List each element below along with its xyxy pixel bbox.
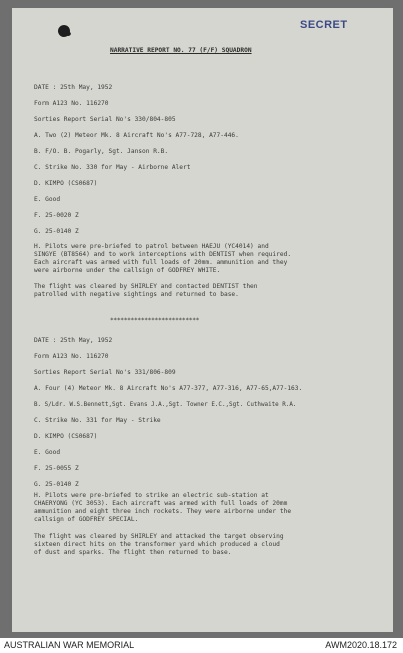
s1-paragraph-2 (34, 283, 352, 299)
s2-paragraph-2 (34, 533, 352, 557)
s2-form: Form A123 No. 116270 (34, 353, 109, 360)
archive-footer (0, 638, 403, 653)
s1-h-line: H. Pilots were pre-briefed to patrol between HAEJU (YC4014) and (34, 243, 269, 250)
s2-p2-line: The flight was cleared by SHIRLEY and attacked the target observing (34, 533, 284, 540)
s2-item-f: F. 25-0055 Z (34, 465, 79, 472)
s1-h-line: Each aircraft was armed with full loads of 20mm. ammunition and they (34, 259, 288, 266)
s1-item-h (34, 243, 352, 275)
s2-h-line: H. Pilots were pre-briefed to strike an electric sub-station at (34, 492, 269, 499)
s1-sorties: Sorties Report Serial No's 330/804-805 (34, 116, 176, 123)
s1-item-g: G. 25-0140 Z (34, 228, 79, 235)
s1-item-e: E. Good (34, 196, 61, 203)
s1-item-a: A. Two (2) Meteor Mk. 8 Aircraft No's A77-728, A77-446. (34, 132, 239, 139)
s1-p2-line: patrolled with negative sightings and returned to base. (34, 291, 239, 298)
s1-h-line: SINGYE (BT8564) and to work interceptions with DENTIST when required. (34, 251, 292, 258)
s1-date: DATE : 25th May, 1952 (34, 84, 113, 91)
footer-accession-number: AWM2020.18.172 (325, 640, 397, 650)
s2-item-g: G. 25-0140 Z (34, 481, 79, 488)
s2-item-a: A. Four (4) Meteor Mk. 8 Aircraft No's A77-377, A77-316, A77-65,A77-163. (34, 385, 303, 392)
secret-stamp: SECRET (300, 19, 348, 31)
s1-item-d: D. KIMPO (CS0687) (34, 180, 98, 187)
s2-sorties: Sorties Report Serial No's 331/806-809 (34, 369, 176, 376)
s2-h-line: CHAERYONG (YC 3053). Each aircraft was armed with full loads of 20mm (34, 500, 288, 507)
s2-item-b: B. S/Ldr. W.S.Bennett,Sgt. Evans J.A.,Sgt. Towner E.C.,Sgt. Cuthwaite R.A. (34, 402, 297, 408)
s1-h-line: were airborne under the callsign of GODFREY WHITE. (34, 267, 221, 274)
s2-date: DATE : 25th May, 1952 (34, 337, 113, 344)
separator-stars: ************************** (110, 317, 200, 324)
s2-item-d: D. KIMPO (CS0687) (34, 433, 98, 440)
s1-item-c: C. Strike No. 330 for May - Airborne Alert (34, 164, 191, 171)
s2-p2-line: sixteen direct hits on the transformer yard which produced a cloud (34, 541, 280, 548)
s1-form: Form A123 No. 116270 (34, 100, 109, 107)
report-title: NARRATIVE REPORT NO. 77 (F/F) SQUADRON (110, 47, 252, 54)
s2-p2-line: of dust and sparks. The flight then returned to base. (34, 549, 232, 556)
s1-item-f: F. 25-0020 Z (34, 212, 79, 219)
s2-item-c: C. Strike No. 331 for May - Strike (34, 417, 161, 424)
s2-item-e: E. Good (34, 449, 61, 456)
s2-item-h (34, 492, 352, 524)
footer-institution: AUSTRALIAN WAR MEMORIAL (4, 640, 135, 650)
s1-item-b: B. F/O. B. Pogarly, Sgt. Janson R.B. (34, 148, 169, 155)
s2-h-line: ammunition and eight three inch rockets. They were airborne under the (34, 508, 292, 515)
s2-h-line: callsign of GODFREY SPECIAL. (34, 516, 139, 523)
s1-p2-line: The flight was cleared by SHIRLEY and contacted DENTIST then (34, 283, 258, 290)
